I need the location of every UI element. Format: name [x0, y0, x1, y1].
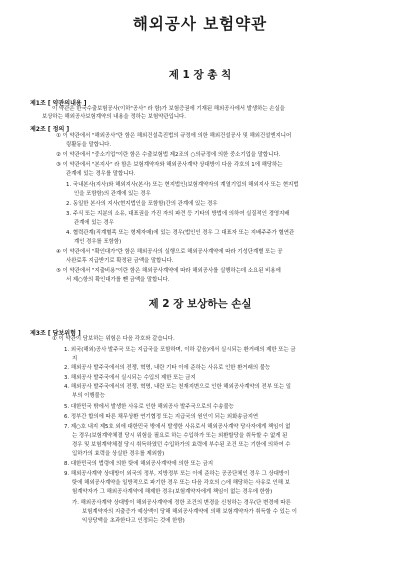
article-3-subitem-7: 경우 및 보험계약체결 당시 취득하였던 수입하가의 효력에 부수된 조건 또는 기한에 의하여 수 — [72, 442, 291, 448]
article-2-item-2: ② 이 약관에서 "중소기업"이란 함은 수출보험법 제2조의 ○의규정에 의한 중소기업을 말합니다. — [56, 152, 281, 158]
article-3-subitem-9-ga: 보험계약자의 지출증가 예상액이 당해 해외공사계약에 의해 보험계약자가 취득할 수 있는 이 — [82, 509, 298, 515]
article-3-subitem-7: 는 경우(보험계약체결 당시 위험을 필요로 하는 수입하가 또는 외환할당을 취득할 수 없게 된 — [72, 433, 288, 439]
article-1-text: 이 약관은 한국수출보험공사(이하"공사" 라 함)가 보험증권에 기재된 해외공사에서 발생하는 손실을 — [52, 106, 285, 112]
article-3-subitem-6: 6. 정부간 합의에 따른 채무상환 연기협정 또는 지급국의 원인이 되는 외화송금지연 — [64, 414, 259, 420]
article-2-subitem-1: 1. 국내본사(지사)와 해외지사(본사) 또는 현지법인(보험계약자의 계열기업의 해외지사 또는 현지법 — [66, 182, 299, 188]
article-3-subitem-3: 3. 해외공사 발주국에서 실시되는 수입의 제한 또는 금지 — [64, 375, 196, 381]
article-3-subitem-9: 9. 해외공사계약 상대방이 외국의 정부, 지방정부 또는 이에 준하는 공공단체인 경우 그 상대방이 — [64, 471, 290, 477]
article-2-heading: 제2조 [ 정의 ] — [30, 126, 70, 133]
article-2-item-3: ③ 이 약관에서 "본지사" 라 함은 보험계약자와 해외공사계약 상대방이 다음 각호의 1에 해당하는 — [56, 162, 283, 168]
chapter-2-title: 제 2 장 보상하는 손실 — [148, 298, 252, 310]
article-2-item-5: 서 제○항의 확인대가를 뺀 금액을 말합니다. — [66, 277, 170, 283]
article-3-subitem-7: 7. 제○호 내지 제5호 외에 대한민국 밖에서 발생한 사유로서 해외공사계약 당사자에게 책임이 없 — [64, 424, 291, 430]
article-2-item-4: ④ 이 약관에서 "확인대가"란 함은 해외공사의 실행으로 해외공사계약에 따라 기성단계별 또는 공 — [56, 249, 283, 255]
article-2-item-1: 링활동을 말합니다. — [66, 142, 112, 148]
article-2-subitem-2: 2. 동일한 본사의 지사(현지법인을 포함함)간의 관계에 있는 경우 — [66, 201, 218, 207]
article-3-subitem-5: 5. 대한민국 밖에서 발생한 사유로 인한 해외공사 발주국으로의 수송불능 — [64, 404, 234, 410]
article-2-item-3: 관계에 있는 경우를 말합니다. — [66, 171, 136, 177]
article-3-heading: 제3조 [ 담보위험 ] — [30, 330, 81, 337]
article-3-subitem-8: 8. 대한민국의 법령에 의한 탓에 해외공사계약에 의한 또는 금지 — [64, 461, 214, 467]
article-2-subitem-4: 계인 경우를 포함함) — [74, 239, 122, 245]
article-2-item-4: 사완료후 지급받기로 확정된 금액을 말합니다. — [66, 258, 174, 264]
article-3-item-1: ① 이 약관이 담보하는 위험은 다음 각호와 같습니다. — [52, 336, 175, 342]
article-3-subitem-2: 2. 해외공사 발주국에서의 전쟁, 혁명, 내란 기타 이에 준하는 사유로 인한 환거래의 불능 — [64, 365, 271, 371]
chapter-1-title: 제 1 장 총 칙 — [168, 69, 232, 81]
article-2-item-1: ① 이 약관에서 "해외공사"란 함은 해외건설촉진법의 규정에 의한 해외건설공사 및 해외건설엔지니어 — [56, 133, 292, 139]
article-3-subitem-1: 지 — [72, 356, 78, 362]
article-1-text: 보상하는 해외공사보험계약의 내용을 정하는 보험약관입니다. — [42, 114, 186, 120]
article-3-subitem-1: 1. 외국(해외)공사 발주국 또는 지급국을 포함하며, 이하 같음)에서 실시되는 환거래의 제한 또는 금 — [64, 347, 296, 353]
article-2-subitem-3: 관계에 있는 경우 — [74, 220, 114, 226]
article-3-subitem-4: 4. 해외공사 발주국에서의 전쟁, 혁명, 내란 또는 천재지변으로 인한 해외공사계약의 전부 또는 일 — [64, 384, 292, 390]
article-3-subitem-9-ga: 익상당액을 초과한다고 인정되는 것에 한함) — [82, 518, 185, 524]
article-3-subitem-7: 입하가의 효력을 상실한 경우를 제외함) — [72, 451, 165, 457]
article-2-subitem-4: 4. 협력관계(직계혈족 또는 형제자매)에 있는 경우(법인인 경우 그 대표자 또는 지배주주가 혈연관 — [66, 230, 295, 236]
article-3-subitem-4: 부의 이행불능 — [72, 393, 105, 399]
article-2-item-5: ⑤ 이 약관에서 "지출비용"이란 함은 해외공사계약에 따라 해외공사를 실행하는데 소요된 비용에 — [56, 268, 281, 274]
article-2-subitem-1: 인을 포함함)의 관계에 있는 경우 — [74, 191, 151, 197]
article-2-subitem-3: 3. 주식 또는 지분의 소유, 대표권을 가진 자의 파견 등 기타의 방법에 의하여 실질적인 경영지배 — [66, 211, 290, 217]
article-3-subitem-9: 험계약자가 그 해외공사계약에 해제한 경우(보험계약자에게 책임이 없는 경우에 한함) — [72, 489, 273, 495]
article-3-subitem-9-ga: 가. 해외공사계약 상대방이 해외공사계약에 정한 조건의 변경을 신청하는 경우(단 변경에 따른 — [72, 500, 291, 506]
article-3-subitem-9: 탓에 해외공사계약을 일방적으로 파기한 경우 또는 다음 각호의 ○에 해당하는 사유로 인해 보 — [72, 480, 290, 486]
document-title: 해외공사 보험약관 — [132, 15, 268, 33]
article-1-heading: 제1조 [ 약관의내용 ] — [30, 100, 87, 107]
